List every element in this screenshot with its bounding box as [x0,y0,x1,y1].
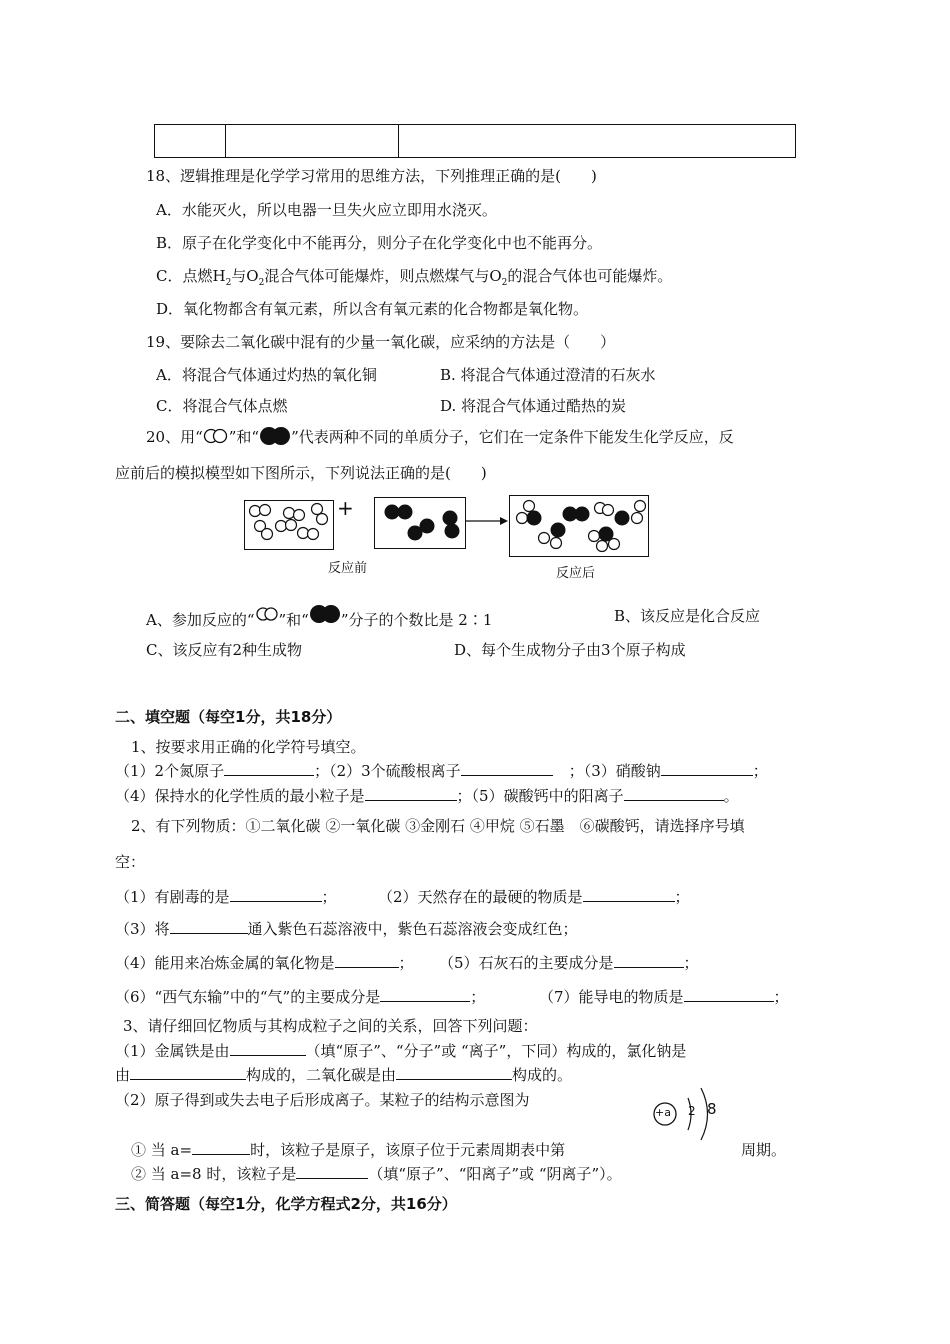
answer-blank[interactable] [380,986,470,1002]
product-molecules-diagram [510,496,648,556]
q19-option-b: B. 将混合气体通过澄清的石灰水 [440,366,656,384]
answer-blank[interactable] [614,952,684,968]
answer-blank[interactable] [230,1040,306,1056]
q18-stem: 18、逻辑推理是化学学习常用的思维方法，下列推理正确的是( ) [146,167,597,185]
s2-q2-p6: （6）“西气东输”中的“气”的主要成分是 ； [115,988,486,1006]
q20-option-d: D、每个生成物分子由3个原子构成 [454,641,686,659]
white-molecule-icon [255,607,279,623]
q20-stem: 20、用“ ”和“ ”代表两种不同的单质分子，它们在一定条件下能发生化学反应，反 [146,428,734,446]
white-molecules-diagram [245,501,333,549]
white-molecule-icon [203,428,229,444]
s2-q2-stem: 2、有下列物质：①二氧化碳 ②一氧化碳 ③金刚石 ④甲烷 ⑤石墨 ⑥碳酸钙，请选择序号填 [131,817,745,835]
q20-option-b: B、该反应是化合反应 [614,607,761,625]
s2-q3-line5: ② 当 a=8 时，该粒子是 （填“原子”、“阳离子”或 “阴离子”）。 [131,1165,622,1183]
s2-q3-line2: 由 构成的，二氧化碳是由 构成的。 [115,1066,573,1084]
q20-option-c: C、该反应有2种生成物 [146,641,303,659]
s2-q1-stem: 1、按要求用正确的化学符号填空。 [131,738,366,756]
plus-sign: + [337,496,354,520]
s2-q1-line1: （1）2个氮原子 ；（2）3个硫酸根离子 ；（3）硝酸钠 ； [115,762,768,780]
s2-q3-stem: 3、请仔细回忆物质与其构成粒子之间的关系，回答下列问题： [123,1017,538,1035]
q18-option-a: A．水能灭火，所以电器一旦失火应立即用水浇灭。 [156,201,497,219]
nucleus-label: +a [655,1106,671,1119]
s2-q2-p4: （4）能用来冶炼金属的氧化物是 ； [115,954,414,972]
s2-q3-line4: ① 当 a= 时，该粒子是原子，该原子位于元素周期表中第 [131,1141,566,1159]
shell2-count: 8 [707,1100,717,1118]
q18-option-b: B．原子在化学变化中不能再分，则分子在化学变化中也不能再分。 [156,234,603,252]
answer-blank[interactable] [684,986,774,1002]
q18-option-c: C．点燃$H_2$与$O_2$混合气体可能爆炸，则点燃煤气与$O_2$的混合气体也可能爆炸。 [156,267,673,288]
s2-q2-p2: （2）天然存在的最硬的物质是 ； [378,888,690,906]
answer-blank[interactable] [335,952,399,968]
s2-q1-line2: （4）保持水的化学性质的最小粒子是 ；（5）碳酸钙中的阳离子 。 [115,787,739,805]
s2-q2-p3: （3）将 通入紫色石蕊溶液中，紫色石蕊溶液会变成红色； [115,920,578,938]
table-cell [399,125,796,158]
q20-option-a: A、参加反应的“ ”和“ ”分子的个数比是 2∶1 [146,605,492,630]
reaction-arrow-icon [464,514,510,528]
answer-blank[interactable] [661,760,753,776]
q20-stem-line2: 应前后的模拟模型如下图所示，下列说法正确的是( ) [115,464,487,482]
black-molecules-diagram [375,498,465,548]
black-molecule-icon [259,426,291,446]
answer-blank[interactable] [224,760,314,776]
s2-q2-stem2: 空： [115,853,146,871]
answer-blank[interactable] [170,918,248,934]
answer-blank[interactable] [396,1064,512,1080]
atom-structure-diagram [648,1082,738,1146]
black-molecule-icon [309,605,341,625]
section2-title: 二、填空题（每空1分，共18分） [115,708,342,726]
s2-q2-p7: （7）能导电的物质是 ； [539,988,789,1006]
s2-q3-line4-end: 周期。 [741,1141,787,1159]
answer-blank[interactable] [192,1139,250,1155]
q19-option-a: A．将混合气体通过灼热的氧化铜 [156,366,377,384]
answer-blank[interactable] [296,1163,368,1179]
answer-blank[interactable] [461,760,553,776]
q19-stem: 19、要除去二氧化碳中混有的少量一氧化碳，应采纳的方法是（ ） [146,333,616,351]
q18-option-d: D．氧化物都含有氧元素，所以含有氧元素的化合物都是氧化物。 [156,300,589,318]
answer-blank[interactable] [583,886,675,902]
table-cell [155,125,226,158]
s2-q2-p5: （5）石灰石的主要成分是 ； [439,954,699,972]
label-before-reaction: 反应前 [328,561,368,576]
table-cell [226,125,399,158]
answer-blank[interactable] [130,1064,246,1080]
shell1-count: 2 [688,1104,696,1118]
answer-blank[interactable] [365,785,457,801]
reactant-black-box [374,497,466,549]
s2-q3-line3: （2）原子得到或失去电子后形成离子。某粒子的结构示意图为 [115,1091,530,1109]
answer-blank[interactable] [624,785,724,801]
q19-option-c: C．将混合气体点燃 [156,397,288,415]
answer-blank[interactable] [230,886,322,902]
section3-title: 三、简答题（每空1分，化学方程式2分，共16分） [115,1195,457,1213]
product-box [509,495,649,557]
s2-q2-p1: （1）有剧毒的是 ； [115,888,337,906]
answer-table-fragment [154,124,796,158]
label-after-reaction: 反应后 [556,566,596,581]
s2-q3-line1: （1）金属铁是由 （填“原子”、“分子”或 “离子”，下同）构成的，氯化钠是 [115,1042,687,1060]
q19-option-d: D. 将混合气体通过酷热的炭 [440,397,627,415]
reactant-white-box [244,500,334,550]
